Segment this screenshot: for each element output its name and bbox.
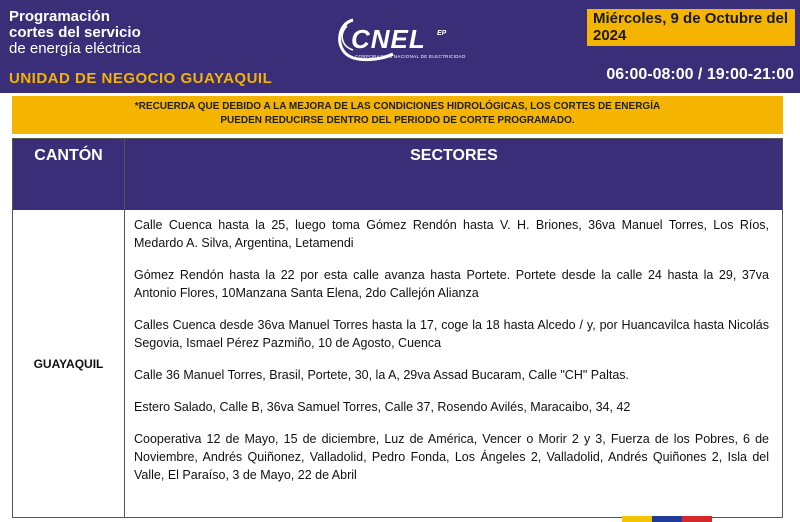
cnel-logo: [333, 14, 473, 70]
notice-line-1: *RECUERDA QUE DEBIDO A LA MEJORA DE LAS CONDICIONES HIDROLÓGICAS, LOS CORTES DE ENERGÍA: [134, 101, 661, 112]
logo-brand: CNEL: [351, 24, 426, 54]
logo-suffix: EP: [437, 30, 447, 37]
logo-tagline: CORPORACIÓN NACIONAL DE ELECTRICIDAD: [355, 54, 466, 59]
table-header: [13, 139, 782, 210]
notice-banner: [12, 96, 783, 134]
sector-item: Calle Cuenca hasta la 25, luego toma Gómez Rendón hasta V. H. Briones, 36va Manuel Torres, Los Ríos, Medardo A. Silva, Argentina, Letamendi: [134, 218, 769, 250]
sector-item: Gómez Rendón hasta la 22 por esta calle avanza hasta Portete. Portete desde la calle 24 hasta la 29, 37va Antonio Flores, 10Manzana Santa Elena, 2do Callejón Alianza: [134, 268, 769, 300]
title-line-2: cortes del servicio: [9, 24, 141, 41]
header-canton: CANTÓN: [13, 139, 125, 210]
sectores-cell: [126, 210, 782, 517]
title-line-3: de energía eléctrica: [9, 40, 141, 57]
date-badge: Miércoles, 9 de Octubre del 2024: [587, 9, 795, 46]
sector-item: Cooperativa 12 de Mayo, 15 de diciembre, Luz de América, Vencer o Morir 2 y 3, Fuerza de los Pobres, 6 de Noviembre, Andrés Quiñonez, Valladolid, Pedro Fonda, Los Ángeles 2, Valladolid, Andrés Quiñones 2, Isla del Valle, El Paraíso, 3 de Mayo, 22 de Abril: [134, 432, 769, 482]
sector-item: Estero Salado, Calle B, 36va Samuel Torres, Calle 37, Rosendo Avilés, Maracaibo, 34, 42: [134, 400, 631, 414]
notice-line-2: PUEDEN REDUCIRSE DENTRO DEL PERIODO DE CORTE PROGRAMADO.: [220, 115, 575, 126]
outage-table: [12, 138, 783, 518]
ecuador-flag-stripe-icon: [622, 516, 712, 522]
page-title: [9, 9, 141, 57]
header-sectores: SECTORES: [410, 147, 498, 164]
business-unit-label: UNIDAD DE NEGOCIO GUAYAQUIL: [9, 70, 273, 87]
header-banner: [0, 0, 800, 93]
sector-item: Calle 36 Manuel Torres, Brasil, Portete, 30, la A, 29va Assad Bucaram, Calle "CH" Paltas.: [134, 368, 629, 382]
title-line-1: Programación: [9, 8, 110, 25]
sector-item: Calles Cuenca desde 36va Manuel Torres hasta la 17, coge la 18 hasta Alcedo / y, por Huancavilca hasta Nicolás Segovia, Ismael Pérez Pazmiño, 10 de Agosto, Cuenca: [134, 318, 769, 350]
canton-cell: GUAYAQUIL: [13, 210, 125, 517]
outage-times: 06:00-08:00 / 19:00-21:00: [606, 66, 794, 83]
